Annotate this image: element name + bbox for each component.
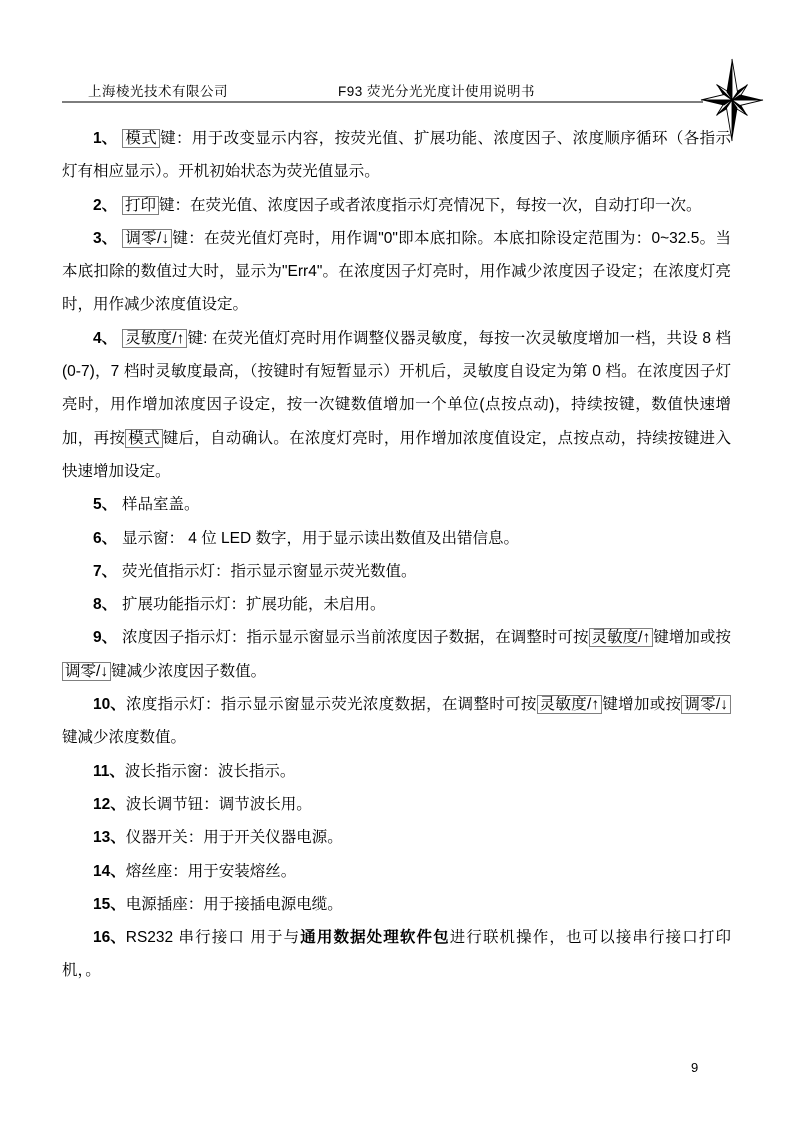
list-item [62, 755, 731, 788]
item-text: 波长调节钮：调节波长用。 [125, 795, 312, 813]
page-number: 9 [691, 1060, 699, 1075]
list-item [62, 621, 731, 688]
key-button-label: 灵敏度/↑ [589, 628, 654, 647]
header-divider [62, 101, 703, 103]
item-text: 键：在荧光值、浓度因子或者浓度指示灯亮情况下，每按一次，自动打印一次。 [159, 196, 702, 214]
numbered-item-list [62, 122, 731, 988]
item-text: 电源插座：用于接插电源电缆。 [125, 895, 343, 913]
key-button-label: 模式 [122, 129, 160, 148]
item-text: 样品室盖。 [122, 496, 200, 514]
item-number: 2、 [93, 196, 118, 214]
item-text: 键减少浓度因子数值。 [111, 662, 267, 680]
item-number: 11、 [93, 762, 125, 780]
item-text: RS232 串行接口 用于与 [125, 929, 301, 947]
list-item [62, 322, 731, 488]
down-arrow-icon: ↓ [161, 229, 170, 247]
list-item [62, 588, 731, 621]
list-item [62, 821, 731, 854]
item-number: 6、 [93, 529, 118, 547]
key-button-label: 调零/↓ [681, 695, 731, 714]
item-number: 12、 [93, 795, 126, 813]
item-text: 波长指示窗：波长指示。 [124, 762, 296, 780]
item-text: 浓度指示灯：指示显示窗显示荧光浓度数据，在调整时可按 [125, 696, 537, 714]
list-item [62, 555, 731, 588]
list-item [62, 222, 731, 322]
list-item [62, 855, 731, 888]
down-arrow-icon: ↓ [100, 662, 109, 680]
item-text: 键：在荧光值灯亮时，用作调"0"即本底扣除。本底扣除设定范围为：0~32.5。当本底扣除的数值过大时，显示为"Err4"。在浓度因子灯亮时，用作减少浓度因子设定；在浓度灯亮时，用作减少浓度值设定。 [62, 229, 732, 314]
list-item [62, 189, 731, 222]
item-text: 键增加或按 [653, 629, 731, 647]
item-text: 键后，自动确认。在浓度灯亮时，用作增加浓度值设定，点按点动，持续按键进入快速增加设定。 [62, 429, 731, 480]
item-number: 10、 [93, 696, 126, 714]
item-number: 3、 [93, 229, 118, 247]
item-number: 4、 [93, 329, 118, 347]
item-text: 通用数据处理软件包 [300, 929, 450, 947]
item-number: 16、 [93, 929, 126, 947]
list-item [62, 688, 731, 755]
item-number: 14、 [93, 862, 126, 880]
list-item [62, 888, 731, 921]
up-arrow-icon: ↑ [591, 696, 600, 714]
item-text: 键：用于改变显示内容，按荧光值、扩展功能、浓度因子、浓度顺序循环（各指示灯有相应显示）。开机初始状态为荧光值显示。 [62, 130, 731, 181]
item-text: 进行联机操作，也可以接串行接口打印机，。 [62, 929, 731, 980]
key-button-label: 调零/↓ [122, 229, 172, 248]
list-item [62, 788, 731, 821]
key-button-label: 打印 [122, 196, 159, 215]
item-number: 9、 [93, 629, 118, 647]
down-arrow-icon: ↓ [720, 696, 728, 714]
item-text: 仪器开关：用于开关仪器电源。 [125, 829, 343, 847]
item-text: 荧光值指示灯：指示显示窗显示荧光数值。 [122, 562, 417, 580]
key-button-label: 模式 [125, 429, 163, 448]
key-button-label: 灵敏度/↑ [122, 329, 187, 348]
key-button-label: 调零/↓ [62, 662, 111, 681]
item-number: 1、 [93, 130, 118, 147]
item-text: 键减少浓度数值。 [62, 729, 187, 747]
list-item [62, 522, 731, 555]
item-number: 13、 [93, 829, 126, 847]
item-text: 扩展功能指示灯：扩展功能，未启用。 [122, 596, 386, 614]
item-number: 15、 [93, 895, 126, 913]
up-arrow-icon: ↑ [176, 329, 185, 347]
header-company-name: 上海棱光技术有限公司 [88, 84, 228, 99]
item-number: 5、 [93, 496, 118, 514]
list-item [62, 921, 731, 988]
item-text: 显示窗： 4 位 LED 数字，用于显示读出数值及出错信息。 [122, 529, 519, 547]
item-text: 熔丝座：用于安装熔丝。 [125, 862, 297, 880]
item-text: 键增加或按 [602, 696, 682, 714]
item-text: 键: 在荧光值灯亮时用作调整仪器灵敏度，每按一次灵敏度增加一档，共设 8 档(0-7)，7 档时灵敏度最高，（按键时有短暂显示）开机后，灵敏度自设定为第 0 档。在浓度因子灯亮时，用作增加浓度因子设定，按一次键数值增加一个单位(点按点动)，持续按键，数值快速增加，再按 [62, 329, 731, 447]
header-document-title: F93 荧光分光光度计使用说明书 [338, 84, 536, 99]
item-text: 浓度因子指示灯：指示显示窗显示当前浓度因子数据，在调整时可按 [122, 629, 589, 647]
list-item [62, 122, 731, 189]
list-item [62, 488, 731, 521]
key-button-label: 灵敏度/↑ [537, 695, 602, 714]
item-number: 7、 [93, 562, 118, 580]
item-number: 8、 [93, 596, 118, 614]
up-arrow-icon: ↑ [642, 629, 651, 647]
